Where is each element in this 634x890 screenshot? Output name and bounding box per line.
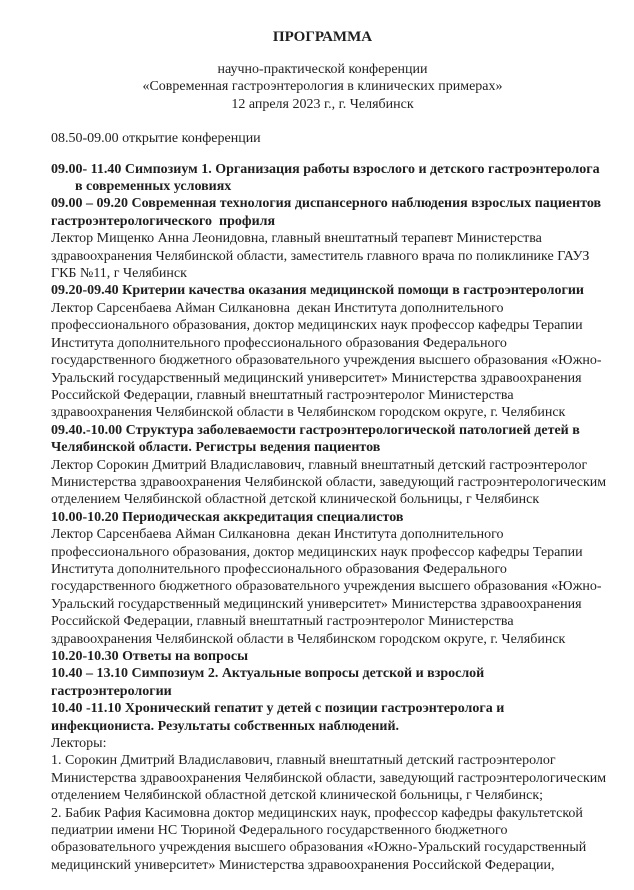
- opening-line: 08.50-09.00 открытие конференции: [51, 131, 261, 147]
- text-line: Лектор Сарсенбаева Айман Силкановна декан Института дополнительного: [51, 527, 504, 543]
- text-line: 10.20-10.30 Ответы на вопросы: [51, 649, 249, 664]
- subtitle-line: «Современная гастроэнтерология в клинических примерах»: [142, 79, 503, 95]
- text-line: в современных условиях: [75, 179, 232, 195]
- text-line: 10.40 -11.10 Хронический гепатит у детей с позиции гастроэнтеролога и: [51, 701, 505, 717]
- text-line: Института дополнительного профессионального образования Федерального: [51, 561, 507, 577]
- text-line: Института дополнительного профессионального образования Федерального: [51, 335, 507, 351]
- text-line: Российской Федерации, главный внештатный гастроэнтеролог Министерства: [51, 614, 514, 630]
- text-line: 09.40.-10.00 Структура заболеваемости гастроэнтерологической патологией детей в: [51, 422, 580, 438]
- lecturer-2: [51, 805, 598, 875]
- text-line: медицинский университет» Министерства здравоохранения Российской Федерации,: [51, 857, 555, 873]
- text-line: Челябинской области. Регистры ведения пациентов: [51, 440, 381, 456]
- text-line: Российской Федерации, главный внештатный гастроэнтеролог Министерства: [51, 387, 514, 403]
- talk-3-lecturer: [51, 457, 607, 509]
- text-line: гастроэнтерологического профиля: [51, 213, 276, 229]
- talk-2-lecturer: [51, 300, 602, 422]
- talk-3-heading: [51, 422, 598, 457]
- text-line: профессионального образования, доктор медицинских наук профессор кафедры Терапии: [51, 318, 583, 334]
- text-line: Лекторы:: [51, 736, 107, 752]
- lecturers-label: [51, 735, 598, 752]
- text-line: Уральский государственный медицинский университет» Министерства здравоохранения: [51, 596, 582, 612]
- talk-1-heading: [51, 195, 602, 230]
- text-line: 1. Сорокин Дмитрий Владиславович, главный внештатный детский гастроэнтеролог: [51, 753, 556, 769]
- talk-4-heading: [51, 509, 598, 526]
- talk-4-lecturer: [51, 526, 602, 648]
- text-line: профессионального образования, доктор медицинских наук профессор кафедры Терапии: [51, 544, 583, 560]
- text-line: здравоохранения Челябинской области в Челябинском городском округе, г. Челябинск: [51, 631, 566, 647]
- text-line: Лектор Сарсенбаева Айман Силкановна декан Института дополнительного: [51, 300, 504, 316]
- talk-1-lecturer: [51, 230, 598, 282]
- text-line: 10.00-10.20 Периодическая аккредитация специалистов: [51, 509, 404, 525]
- text-line: государственного бюджетного образовательного учреждения высшего образования «Южно-: [51, 579, 602, 595]
- document-title: ПРОГРАММА: [272, 29, 373, 45]
- text-line: Лектор Сорокин Дмитрий Владиславович, главный внештатный детский гастроэнтеролог: [51, 457, 588, 473]
- subtitle-line: 12 апреля 2023 г., г. Челябинск: [231, 96, 414, 112]
- talk-5-heading: [51, 700, 598, 735]
- lecturer-1: [51, 752, 607, 804]
- text-line: 09.00 – 09.20 Современная технология диспансерного наблюдения взрослых пациентов: [51, 196, 602, 212]
- subtitle-line: научно-практической конференции: [217, 62, 428, 77]
- symposium-1-heading: [51, 161, 598, 196]
- text-line: педиатрии имени НС Тюриной Федерального государственного бюджетного: [51, 823, 508, 839]
- text-line: 09.20-09.40 Критерии качества оказания медицинской помощи в гастроэнтерологии: [51, 283, 584, 299]
- qa-heading: [51, 648, 598, 665]
- text-line: государственного бюджетного образовательного учреждения высшего образования «Южно-: [51, 353, 602, 369]
- text-line: здравоохранения Челябинской области в Челябинском городском округе, г. Челябинск: [51, 405, 566, 421]
- document-subtitle: [51, 61, 594, 113]
- text-line: Лектор Мищенко Анна Леонидовна, главный внештатный терапевт Министерства: [51, 231, 542, 247]
- text-line: Министерства здравоохранения Челябинской области, заведующий гастроэнтерологическим: [51, 474, 607, 490]
- text-line: 10.40 – 13.10 Симпозиум 2. Актуальные вопросы детской и взрослой: [51, 666, 485, 682]
- text-line: ГКБ №11, г Челябинск: [51, 266, 187, 282]
- text-line: 09.00- 11.40 Симпозиум 1. Организация работы взрослого и детского гастроэнтеролога: [51, 161, 600, 177]
- text-line: образовательного учреждения высшего образования «Южно-Уральский государственный: [51, 840, 587, 856]
- talk-2-heading: [51, 282, 598, 299]
- text-line: Министерства здравоохранения Челябинской области, заведующий гастроэнтерологическим: [51, 770, 607, 786]
- text-line: Уральский государственный медицинский университет» Министерства здравоохранения: [51, 370, 582, 386]
- text-line: инфекциониста. Результаты собственных наблюдений.: [51, 718, 400, 734]
- program-body: [51, 161, 607, 875]
- text-line: здравоохранения Челябинской области, заместитель главного врача по поликлинике ГАУЗ: [51, 248, 590, 264]
- symposium-2-heading: [51, 665, 598, 700]
- text-line: отделением Челябинской областной детской клинической больницы, г Челябинск;: [51, 788, 544, 804]
- text-line: отделением Челябинской областной детской клинической больницы, г Челябинск: [51, 492, 540, 508]
- text-line: гастроэнтерологии: [51, 683, 172, 699]
- text-line: 2. Бабик Рафия Касимовна доктор медицинских наук, профессор кафедры факультетской: [51, 805, 583, 821]
